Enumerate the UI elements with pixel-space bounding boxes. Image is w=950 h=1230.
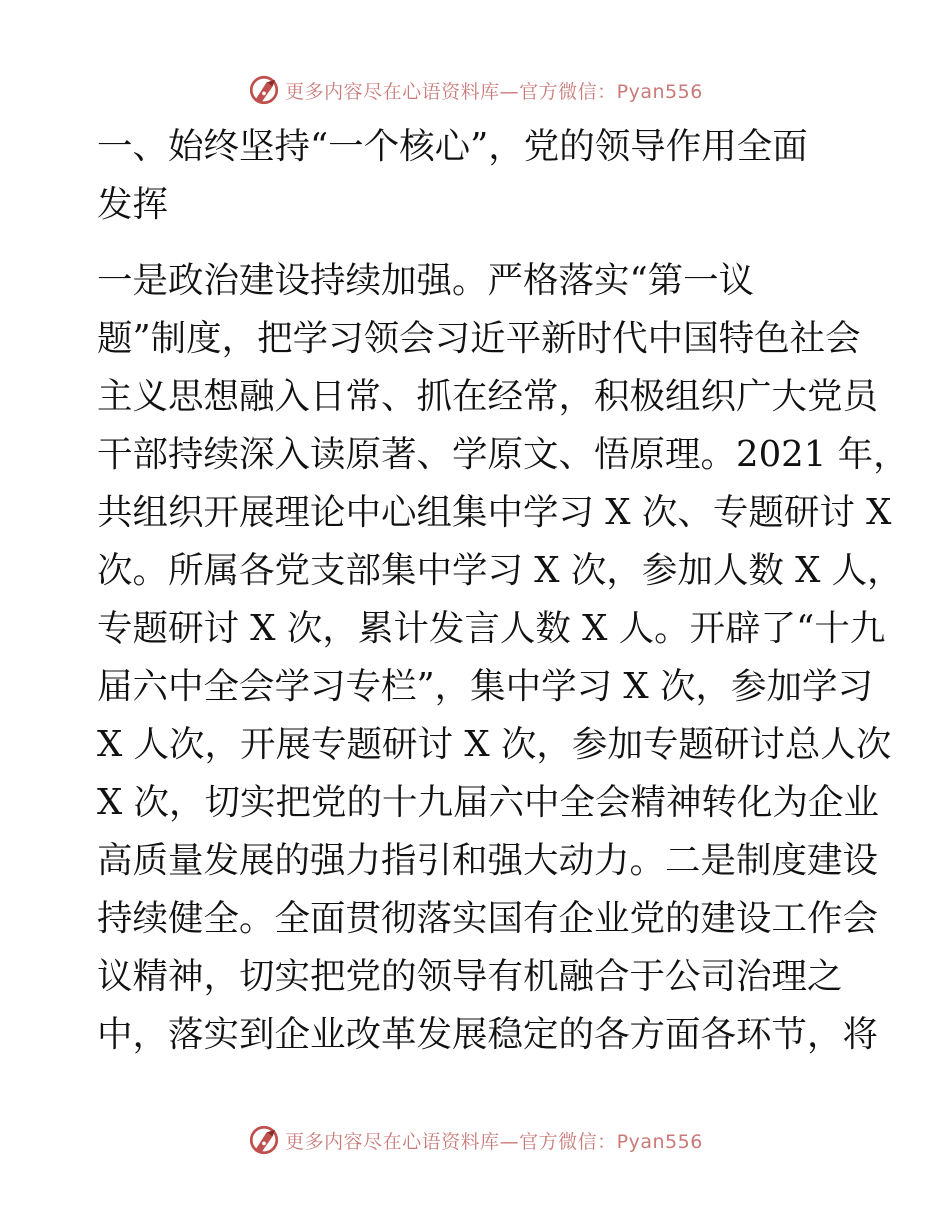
paragraph-line: 次。所属各党支部集中学习 X 次，参加人数 X 人， <box>97 550 903 591</box>
watermark-text: 更多内容尽在心语资料库—官方微信：Pyan556 <box>285 1130 703 1153</box>
document-body <box>97 118 909 1064</box>
paragraph-line: X 人次，开展专题研讨 X 次，参加专题研讨总人次 <box>97 724 892 765</box>
footer-watermark <box>0 1120 950 1160</box>
paragraph-line: 干部持续深入读原著、学原文、悟原理。2021 年， <box>97 434 909 475</box>
paragraph-line: 中，落实到企业改革发展稳定的各方面各环节，将 <box>97 1014 879 1055</box>
heading-line: 发挥 <box>97 184 169 225</box>
section-heading <box>97 118 857 234</box>
paragraph-line: 持续健全。全面贯彻落实国有企业党的建设工作会 <box>97 898 879 939</box>
pen-nib-logo-icon <box>247 73 281 107</box>
heading-line: 一、始终坚持“一个核心”，党的领导作用全面 <box>97 126 808 167</box>
paragraph-line: 主义思想融入日常、抓在经常，积极组织广大党员 <box>97 376 879 417</box>
paragraph-line: 共组织开展理论中心组集中学习 X 次、专题研讨 X <box>97 492 892 533</box>
paragraph-line: 一是政治建设持续加强。严格落实“第一议 <box>97 260 755 301</box>
body-paragraph <box>97 252 909 1064</box>
paragraph-line: X 次，切实把党的十九届六中全会精神转化为企业 <box>97 782 880 823</box>
watermark-text: 更多内容尽在心语资料库—官方微信：Pyan556 <box>285 80 703 103</box>
paragraph-line: 专题研讨 X 次，累计发言人数 X 人。开辟了“十九 <box>97 608 886 649</box>
paragraph-line: 题”制度，把学习领会习近平新时代中国特色社会 <box>97 318 861 359</box>
pen-nib-logo-icon <box>247 1123 281 1157</box>
paragraph-line: 届六中全会学习专栏”，集中学习 X 次，参加学习 <box>97 666 873 707</box>
paragraph-line: 议精神，切实把党的领导有机融合于公司治理之 <box>97 956 843 997</box>
paragraph-line: 高质量发展的强力指引和强大动力。二是制度建设 <box>97 840 879 881</box>
header-watermark <box>0 70 950 110</box>
